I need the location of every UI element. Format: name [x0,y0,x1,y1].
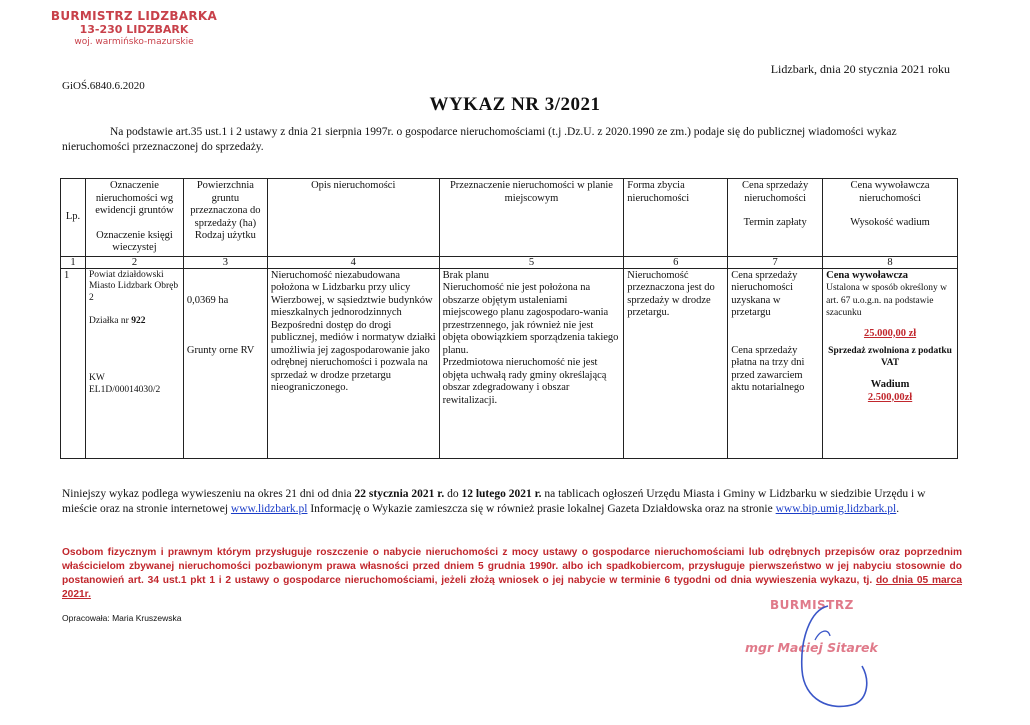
website-link[interactable]: www.lidzbark.pl [230,503,308,515]
row-plan-3: Przedmiotowa nieruchomość nie jest objęta uchwałą rady gminy określającą obszar zdegradowany i obszar rewitalizacji. [442,357,607,406]
posting-text-2: do [444,488,462,500]
document-title: WYKAZ NR 3/2021 [429,94,601,115]
posting-text-5: . [896,503,900,515]
header-designation [85,179,183,257]
stamp-line-3: woj. warmińsko-mazurskie [74,37,194,47]
row-kw-number: EL1D/00014030/2 [88,384,161,395]
header-designation-ewid: Oznaczenie nieruchomości wg ewidencji gruntów [95,180,174,216]
document-reference: GiOŚ.6840.6.2020 [62,80,145,92]
property-table [60,178,958,459]
row-description-1: Nieruchomość niezabudowana położona w Lidzbarku przy ulicy Wierzbowej, w sąsiedztwie budynków mieszkalnych jednorodzinnych [270,269,433,318]
row-sale-price-1: Cena sprzedaży nieruchomości uzyskana w przetargu [731,269,798,318]
stamp-line-1: BURMISTRZ LIDZBARKA [50,9,218,23]
row-plan-1: Brak planu [442,269,489,281]
header-plan: Przeznaczenie nieruchomości w planie miejscowym [439,179,624,257]
header-sale-price [728,179,823,257]
posting-text-3: na tablicach ogłoszeń Urzędu Miasta i Gminy w Lidzbarku w siedzibie Urzędu i w mieście oraz na stronie internetowej [62,488,926,515]
row-sale-price-2: Cena sprzedaży płatna na trzy dni przed zawarciem aktu notarialnego [731,344,805,393]
header-description: Opis nieruchomości [267,179,439,257]
row-sale-price [728,268,823,458]
col-num-7: 7 [728,256,823,268]
table-header-row [61,179,958,257]
row-plan [439,268,624,458]
posting-start-date: 22 stycznia 2021 r. [354,488,445,500]
row-lp: 1 [61,268,86,458]
header-payment-term: Termin zapłaty [743,217,807,228]
col-num-6: 6 [624,256,728,268]
row-parcel-label: Działka nr [88,315,129,326]
row-kw-label: KW [88,373,105,383]
header-starting-price [823,179,958,257]
row-description [267,268,439,458]
header-lp: Lp. [61,179,86,257]
posting-text-4: Informację o Wykazie zamieszcza się w również prasie lokalnej Gazeta Działdowska oraz na stronie [307,503,776,515]
header-area [183,179,267,257]
stamp-line-2: 13-230 LIDZBARK [79,23,189,36]
priority-text: Osobom fizycznym i prawnym którym przysługuje roszczenie o nabycie nieruchomości z mocy ustawy o gospodarce nieruchomościami lub odrębnych przepisów oraz poprzednim właścicielom zbywanej nieruchomości pozbawionym prawa własności przed dniem 5 grudnia 1990r. albo ich spadkobiercom, przysługuje pierwszeństwo w jej nabyciu stosownie do postanowień art. 34 ust.1 pkt 1 i 2 ustawy o gospodarce nieruchomościami, jeżeli złożą wniosek o jej nabycie w terminie 6 tygodni od dnia wywieszenia wykazu, tj. [62,547,962,586]
priority-notice [62,546,962,602]
posting-notice [62,487,962,517]
posting-text-1: Niniejszy wykaz podlega wywieszeniu na okres 21 dni od dnia [62,488,355,500]
signature-name: mgr Maciej Sitarek [745,640,878,655]
col-num-2: 2 [85,256,183,268]
prepared-by: Opracowała: Maria Kruszewska [62,613,182,623]
col-num-1: 1 [61,256,86,268]
posting-end-date: 12 lutego 2021 r. [461,488,542,500]
row-starting-price [823,268,958,458]
col-num-4: 4 [267,256,439,268]
header-starting-price-label: Cena wywoławcza nieruchomości [850,180,930,204]
row-wadium-value: 2.500,00zł [867,391,913,403]
signature-title: BURMISTRZ [770,598,854,612]
row-parcel-number: 922 [131,315,146,326]
row-starting-price-desc: Ustalona w sposób określony w art. 67 u.o.g.n. na podstawie szacunku [826,283,947,318]
office-stamp [44,10,224,49]
row-designation [85,268,183,458]
row-starting-price-label: Cena wywoławcza [826,269,909,281]
bip-link[interactable]: www.bip.umig.lidzbark.pl [775,503,897,515]
document-date: Lidzbark, dnia 20 stycznia 2021 roku [770,62,950,76]
header-sale-price-label: Cena sprzedaży nieruchomości [742,180,809,204]
col-num-3: 3 [183,256,267,268]
handwritten-signature-icon [770,600,880,715]
col-num-5: 5 [439,256,624,268]
column-number-row [61,256,958,268]
header-form: Forma zbycia nieruchomości [624,179,728,257]
header-area-use: Rodzaj użytku [194,230,256,241]
header-area-ha: Powierzchnia gruntu przeznaczona do sprzedaży (ha) [190,180,261,229]
row-vat-note: Sprzedaż zwolniona z podatku VAT [828,346,952,368]
row-description-2: Bezpośredni dostęp do drogi publicznej, mediów i normatyw działki umożliwia jej zagospodarowanie jako odrębnej nieruchomości i pozwala na sprzedaż w drodze przetargu nieograniczonego. [270,319,436,393]
row-area [183,268,267,458]
header-wadium: Wysokość wadium [850,217,930,228]
table-row [61,268,958,458]
row-area-value: 0,0369 ha [186,294,229,306]
header-designation-kw: Oznaczenie księgi wieczystej [96,229,173,253]
row-starting-price-value: 25.000,00 zł [863,327,917,339]
row-wadium-label: Wadium [870,379,910,390]
row-land-use: Grunty orne RV [186,344,255,356]
priority-deadline: do dnia 05 marca 2021r. [62,575,962,600]
row-plan-2: Nieruchomość nie jest położona na obszarze objętym ustaleniami miejscowego planu zagospodaro-wania przestrzennego, jak również nie jest objęta obowiązkiem sporządzenia takiego planu. [442,282,619,356]
col-num-8: 8 [823,256,958,268]
row-location: Powiat działdowski Miasto Lidzbark Obręb 2 [88,269,179,303]
row-form: Nieruchomość przeznaczona jest do sprzedaży w drodze przetargu. [624,268,728,458]
intro-paragraph: Na podstawie art.35 ust.1 i 2 ustawy z dnia 21 sierpnia 1997r. o gospodarce nieruchomościami (t.j .Dz.U. z 2020.1990 ze zm.) podaje się do publicznej wiadomości wykaz nieruchomości przeznaczonej do sprzedaży. [62,126,897,153]
